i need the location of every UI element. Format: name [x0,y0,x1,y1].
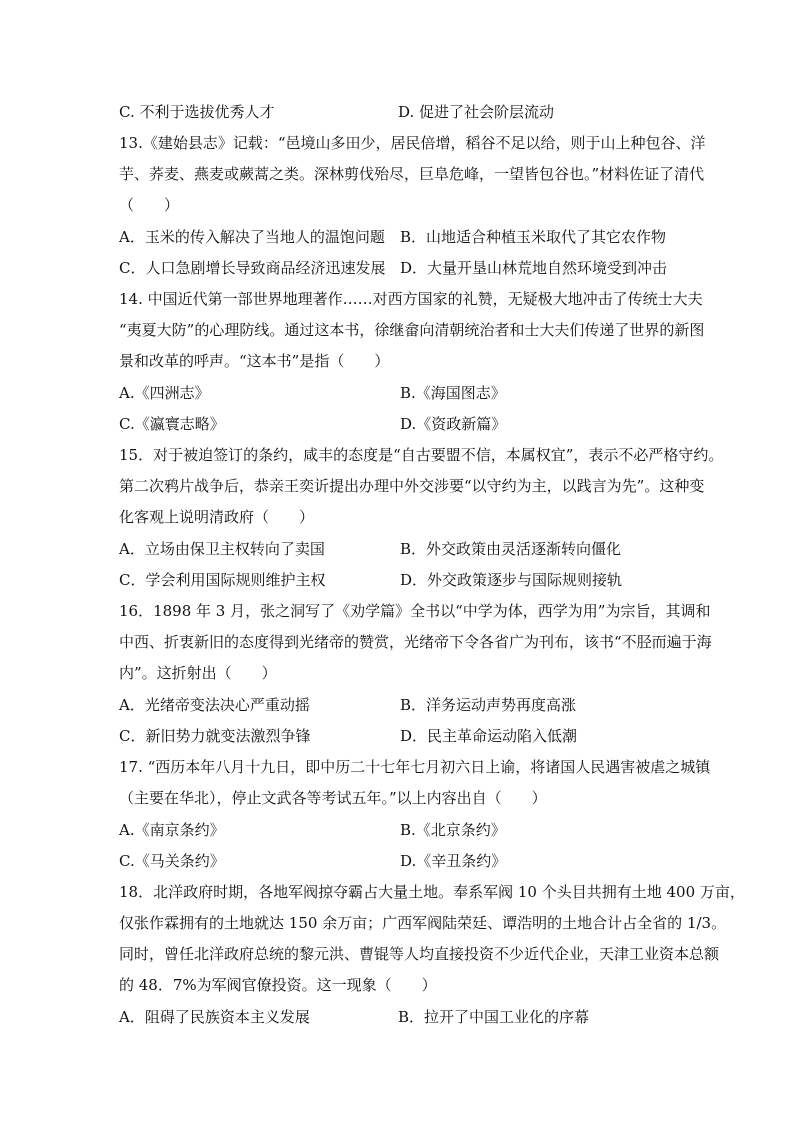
q18-stem-line-2: 仅张作霖拥有的土地就达 150 余万亩；广西军阀陆荣廷、谭浩明的土地合计占全省的 1/3。 [119,914,727,932]
q14-option-c: C.《瀛寰志略》 [119,415,225,433]
q17-stem-line-2: （主要在华北），停止文武各等考试五年。”以上内容出自（ ） [119,789,547,807]
q18-option-b: B．拉开了中国工业化的序幕 [398,1008,590,1026]
q16-option-d: D．民主革命运动陷入低潮 [400,727,578,745]
q14-option-b: B.《海国图志》 [400,384,506,402]
q16-option-b: B．洋务运动声势再度高涨 [400,696,577,714]
q13-stem-line-1: 13.《建始县志》记载：“邑境山多田少，居民倍增，稻谷不足以给，则于山上种包谷、洋 [119,134,706,152]
q14-option-a: A.《四洲志》 [119,384,210,402]
q15-stem-line-3: 化客观上说明清政府（ ） [119,508,315,526]
q14-option-d: D.《资政新篇》 [400,415,507,433]
q15-option-d: D．外交政策逐步与国际规则接轨 [400,571,623,589]
q13-option-b: B．山地适合种植玉米取代了其它农作物 [400,228,667,246]
q14-stem-line-3: 景和改革的呼声。“这本书”是指（ ） [119,352,390,370]
q16-option-a: A．光绪帝变法决心严重动摇 [119,696,310,714]
q15-option-a: A．立场由保卫主权转向了卖国 [119,540,325,558]
q18-option-a: A．阻碍了民族资本主义发展 [119,1008,310,1026]
q16-option-c: C．新旧势力就变法激烈争锋 [119,727,311,745]
q12-option-d: D. 促进了社会阶层流动 [398,103,555,121]
q13-stem-line-3: （ ） [119,196,180,214]
q17-option-a: A.《南京条约》 [119,821,225,839]
q16-stem-line-1: 16．1898 年 3 月，张之洞写了《劝学篇》全书以“中学为体，西学为用”为宗旨，其调和 [119,602,711,620]
q18-stem-line-4: 的 48．7%为军阀官僚投资。这一现象（ ） [119,976,437,994]
q18-stem-line-1: 18．北洋政府时期，各地军阀掠夺霸占大量土地。奉系军阀 10 个头目共拥有土地 400 万亩， [119,883,745,901]
q14-stem-line-1: 14. 中国近代第一部世界地理著作……对西方国家的礼赞，无疑极大地冲击了传统士大夫 [119,290,703,308]
q15-option-c: C．学会利用国际规则维护主权 [119,571,326,589]
q12-option-c: C. 不利于选拔优秀人才 [119,103,275,121]
q15-stem-line-2: 第二次鸦片战争后，恭亲王奕䜣提出办理中外交涉要“以守约为主，以践言为先”。这种变 [119,477,705,495]
q18-stem-line-3: 同时，曾任北洋政府总统的黎元洪、曹锟等人均直接投资不少近代企业，天津工业资本总额 [119,945,720,963]
q13-option-c: C．人口急剧增长导致商品经济迅速发展 [119,259,386,277]
q17-option-c: C.《马关条约》 [119,852,225,870]
q14-stem-line-2: “夷夏大防”的心理防线。通过这本书，徐继畲向清朝统治者和士大夫们传递了世界的新图 [119,321,705,339]
q17-stem-line-1: 17. “西历本年八月十九日，即中历二十七年七月初六日上谕，将诸国人民遇害被虐之城镇 [119,758,711,776]
q17-option-d: D.《辛丑条约》 [400,852,507,870]
q16-stem-line-2: 中西、折衷新旧的态度得到光绪帝的赞赏，光绪帝下令各省广为刊布，该书“不胫而遍于海 [119,633,712,651]
q15-stem-line-1: 15．对于被迫签订的条约，咸丰的态度是“自古要盟不信，本属权宜”，表示不必严格守约。 [119,446,724,464]
q16-stem-line-3: 内”。这折射出（ ） [119,664,277,682]
q15-option-b: B．外交政策由灵活逐渐转向僵化 [400,540,622,558]
q17-option-b: B.《北京条约》 [400,821,506,839]
q13-option-d: D．大量开垦山林荒地自然环境受到冲击 [400,259,668,277]
q13-stem-line-2: 芋、荞麦、燕麦或蕨蒿之类。深林剪伐殆尽，巨阜危峰，一望皆包谷也。”材料佐证了清代 [119,165,705,183]
q13-option-a: A．玉米的传入解决了当地人的温饱问题 [119,228,385,246]
